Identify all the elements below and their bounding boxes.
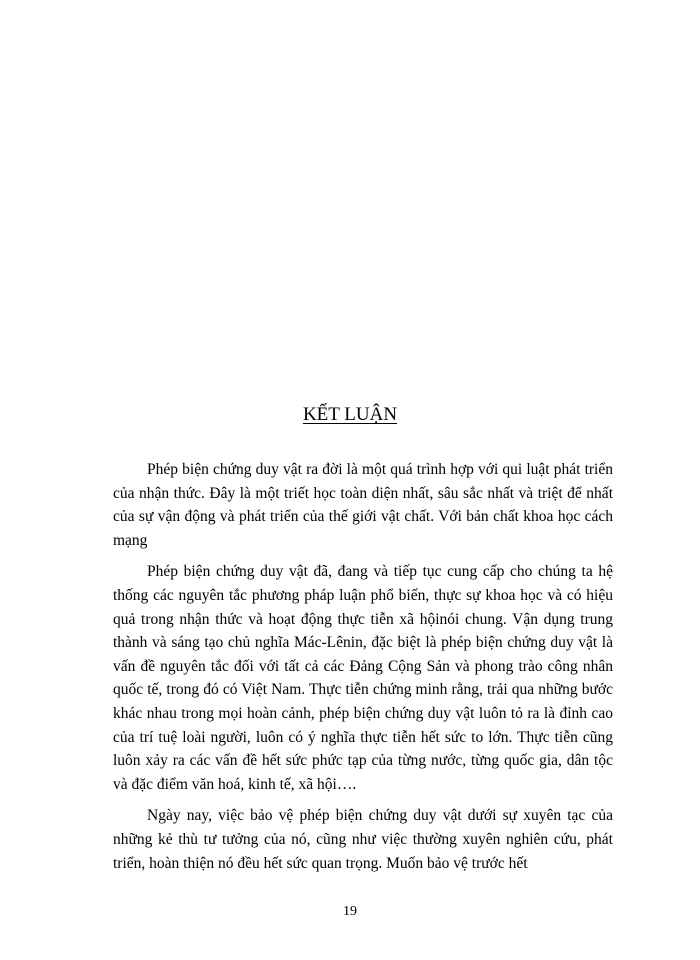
paragraph-1: Phép biện chứng duy vật ra đời là một quá trình hợp với qui luật phát triển của nhận thức. Đây là một triết học toàn diện nhất, sâu sắc nhất và triệt để nhất của sự vận động và phát triển của thế giới vật chất. Với bản chất khoa học cách mạng <box>113 461 613 549</box>
page-number: 19 <box>343 904 357 919</box>
body-text <box>113 458 613 883</box>
paragraph-3: Ngày nay, việc bảo vệ phép biện chứng duy vật dưới sự xuyên tạc của những kẻ thù tư tưởng của nó, cũng như việc thường xuyên nghiên cứu, phát triển, hoàn thiện nó đều hết sức quan trọng. Muốn bảo vệ trước hết <box>113 807 613 872</box>
section-heading <box>0 403 700 427</box>
paragraph-2: Phép biện chứng duy vật đã, đang và tiếp tục cung cấp cho chúng ta hệ thống các nguyên tắc phương pháp luận phổ biến, thực sự khoa học và có hiệu quả trong nhận thức và hoạt động thực tiễn xã hộinói chung. Vận dụng trung thành và sáng tạo chủ nghĩa Mác-Lênin, đặc biệt là phép biện chứng duy vật là vấn đề nguyên tắc đối với tất cả các Đảng Cộng Sản và phong trào công nhân quốc tế, trong đó có Việt Nam. Thực tiễn chứng minh rằng, trải qua những bước khác nhau trong mọi hoàn cảnh, phép biện chứng duy vật luôn tỏ ra là đỉnh cao của trí tuệ loài người, luôn có ý nghĩa thực tiễn hết sức to lớn. Thực tiễn cũng luôn xảy ra các vấn đề hết sức phức tạp của từng nước, từng quốc gia, dân tộc và đặc điểm văn hoá, kinh tế, xã hội…. <box>113 563 613 793</box>
section-heading-text: KẾT LUẬN <box>302 404 398 425</box>
